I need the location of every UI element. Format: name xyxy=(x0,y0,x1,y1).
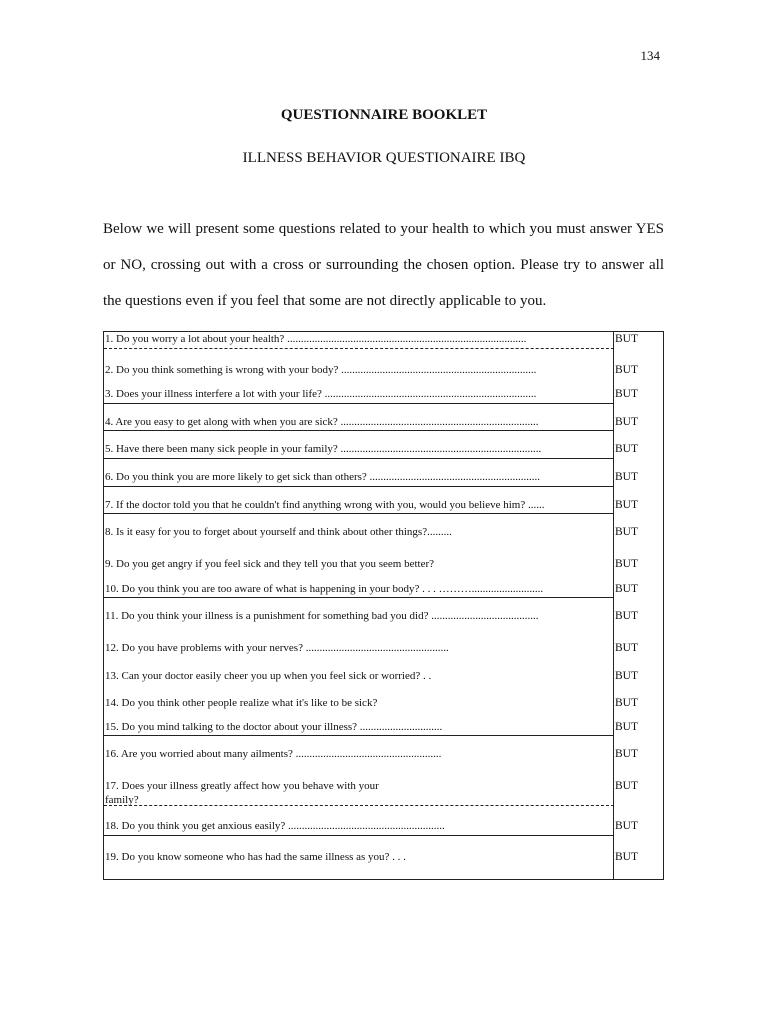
answer-option[interactable]: BUT xyxy=(615,610,638,622)
row-separator xyxy=(104,597,614,598)
question-text: 14. Do you think other people realize what it's like to be sick? xyxy=(105,697,378,709)
question-text: 9. Do you get angry if you feel sick and they tell you that you seem better? xyxy=(105,558,434,570)
answer-option[interactable]: BUT xyxy=(615,780,638,792)
question-text: 16. Are you worried about many ailments? ..................................................... xyxy=(105,748,442,760)
answer-option[interactable]: BUT xyxy=(615,697,638,709)
intro-paragraph xyxy=(103,211,664,319)
row-separator xyxy=(104,835,614,836)
question-text: 2. Do you think something is wrong with your body? ....................................................................... xyxy=(105,364,537,376)
question-text-continuation: family? xyxy=(105,794,139,806)
question-text: 11. Do you think your illness is a punishment for something bad you did? ....................................... xyxy=(105,610,539,622)
row-separator xyxy=(104,458,614,459)
page-title: QUESTIONNAIRE BOOKLET xyxy=(280,107,488,123)
row-separator xyxy=(104,348,614,349)
question-text: 10. Do you think you are too aware of what is happening in your body? . . . ……….......................... xyxy=(105,583,544,595)
question-text: 7. If the doctor told you that he couldn't find anything wrong with you, would you believe him? ...... xyxy=(105,499,545,511)
row-separator xyxy=(104,735,614,736)
question-text: 18. Do you think you get anxious easily? ......................................................... xyxy=(105,820,445,832)
answer-option[interactable]: BUT xyxy=(615,364,638,376)
question-text: 17. Does your illness greatly affect how you behave with your xyxy=(105,780,379,792)
answer-option[interactable]: BUT xyxy=(615,558,638,570)
row-separator xyxy=(104,486,614,487)
answer-option[interactable]: BUT xyxy=(615,670,638,682)
answer-option[interactable]: BUT xyxy=(615,583,638,595)
column-divider xyxy=(613,332,614,879)
intro-line: Below we will present some questions related to your health to which you must answer YES xyxy=(103,221,664,237)
question-text: 5. Have there been many sick people in your family? ......................................................................... xyxy=(105,443,542,455)
question-text: 13. Can your doctor easily cheer you up when you feel sick or worried? . . xyxy=(105,670,432,682)
question-text: 3. Does your illness interfere a lot with your life? ............................................................................. xyxy=(105,388,537,400)
answer-option[interactable]: BUT xyxy=(615,416,638,428)
question-text: 6. Do you think you are more likely to get sick than others? .............................................................. xyxy=(105,471,541,483)
answer-option[interactable]: BUT xyxy=(615,851,638,863)
answer-option[interactable]: BUT xyxy=(615,526,638,538)
row-separator xyxy=(104,403,614,404)
answer-option[interactable]: BUT xyxy=(615,499,638,511)
question-text: 1. Do you worry a lot about your health? ....................................................................................... xyxy=(105,333,527,345)
answer-option[interactable]: BUT xyxy=(615,820,638,832)
intro-line: or NO, crossing out with a cross or surrounding the chosen option. Please try to answer all xyxy=(103,257,664,273)
answer-option[interactable]: BUT xyxy=(615,443,638,455)
answer-option[interactable]: BUT xyxy=(615,721,638,733)
answer-option[interactable]: BUT xyxy=(615,642,638,654)
row-separator xyxy=(104,805,614,806)
question-text: 15. Do you mind talking to the doctor about your illness? .............................. xyxy=(105,721,443,733)
answer-option[interactable]: BUT xyxy=(615,471,638,483)
questionnaire-table xyxy=(103,331,664,880)
row-separator xyxy=(104,430,614,431)
answer-option[interactable]: BUT xyxy=(615,333,638,345)
page-subtitle: ILLNESS BEHAVIOR QUESTIONAIRE IBQ xyxy=(242,150,526,166)
question-text: 19. Do you know someone who has had the same illness as you? . . . xyxy=(105,851,406,863)
answer-option[interactable]: BUT xyxy=(615,388,638,400)
question-text: 8. Is it easy for you to forget about yourself and think about other things?......... xyxy=(105,526,452,538)
row-separator xyxy=(104,513,614,514)
page-number: 134 xyxy=(640,48,660,63)
intro-line: the questions even if you feel that some are not directly applicable to you. xyxy=(103,293,547,309)
answer-option[interactable]: BUT xyxy=(615,748,638,760)
question-text: 4. Are you easy to get along with when you are sick? ........................................................................ xyxy=(105,416,539,428)
question-text: 12. Do you have problems with your nerves? .................................................... xyxy=(105,642,449,654)
